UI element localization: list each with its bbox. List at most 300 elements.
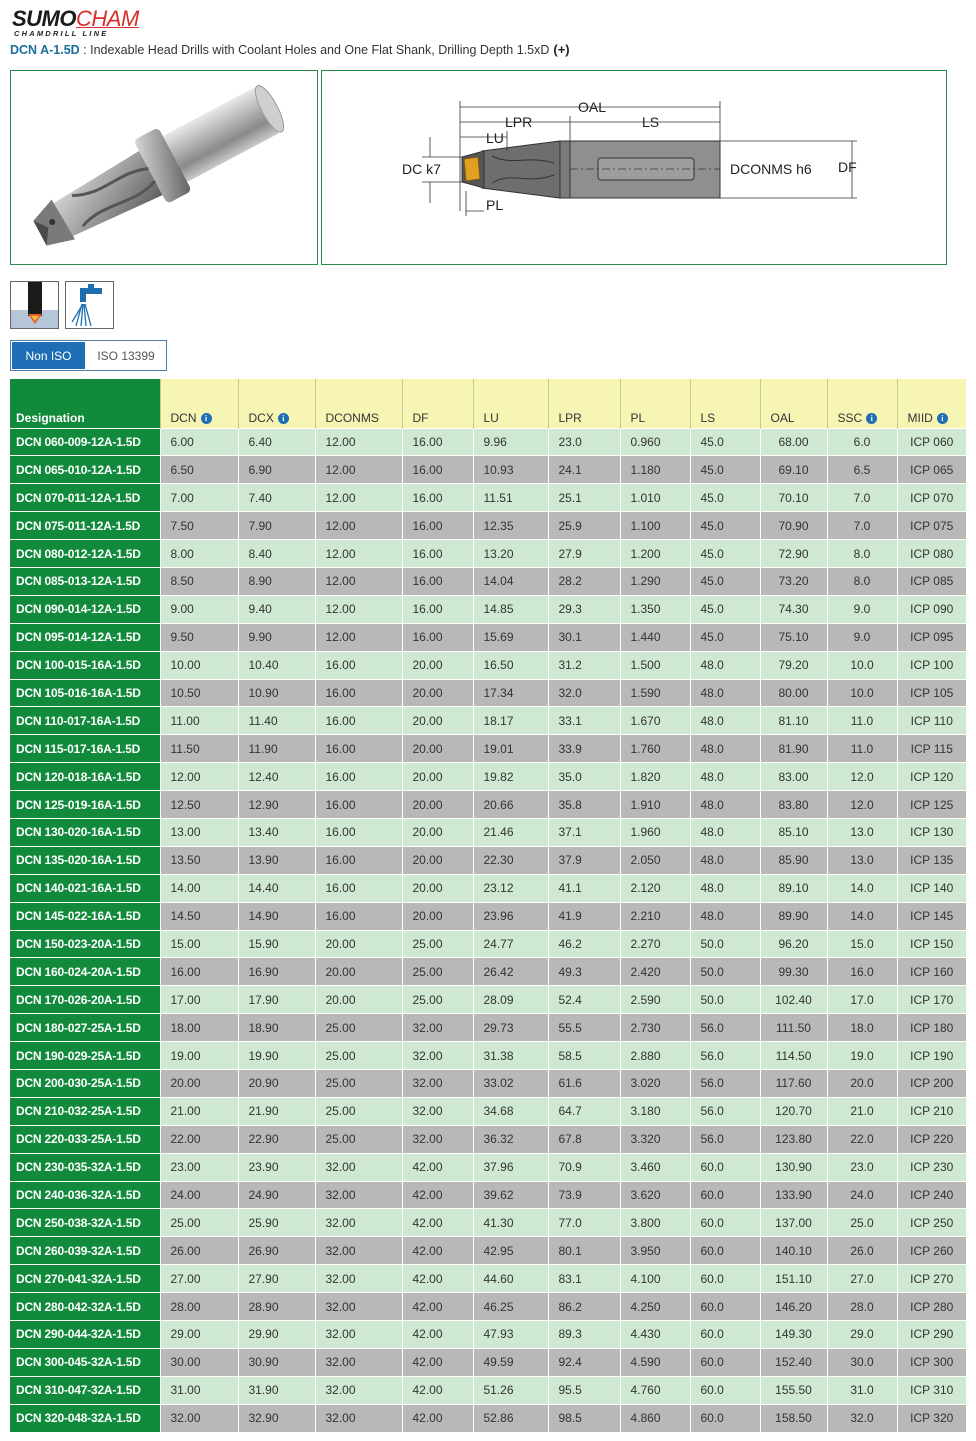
cell-lu: 21.46 (473, 818, 548, 846)
cell-ssc: 28.0 (827, 1293, 897, 1321)
table-row[interactable] (10, 456, 966, 484)
dim-lpr: LPR (505, 114, 533, 130)
cell-dconms: 16.00 (315, 707, 402, 735)
product-title (10, 42, 570, 57)
designation-cell[interactable]: DCN 160-024-20A-1.5D (10, 958, 160, 986)
cell-dconms: 32.00 (315, 1153, 402, 1181)
cell-dcn: 12.00 (160, 763, 238, 791)
cell-dcx: 7.90 (238, 512, 315, 540)
designation-cell[interactable]: DCN 125-019-16A-1.5D (10, 791, 160, 819)
cell-dconms: 25.00 (315, 1014, 402, 1042)
cell-ssc: 15.0 (827, 930, 897, 958)
column-header-ssc (827, 379, 897, 428)
designation-cell[interactable]: DCN 240-036-32A-1.5D (10, 1181, 160, 1209)
tab-iso-13399[interactable]: ISO 13399 (97, 348, 155, 363)
cell-pl: 1.960 (620, 818, 690, 846)
cell-ls: 45.0 (690, 428, 760, 456)
cell-pl: 1.820 (620, 763, 690, 791)
cell-ssc: 14.0 (827, 902, 897, 930)
cell-ls: 50.0 (690, 986, 760, 1014)
cell-pl: 3.800 (620, 1209, 690, 1237)
designation-cell[interactable]: DCN 290-044-32A-1.5D (10, 1321, 160, 1349)
cell-dcx: 16.90 (238, 958, 315, 986)
designation-cell[interactable]: DCN 150-023-20A-1.5D (10, 930, 160, 958)
cell-ls: 60.0 (690, 1376, 760, 1404)
designation-cell[interactable]: DCN 260-039-32A-1.5D (10, 1237, 160, 1265)
cell-oal: 96.20 (760, 930, 827, 958)
cell-dcx: 28.90 (238, 1293, 315, 1321)
table-row[interactable] (10, 484, 966, 512)
cell-lpr: 46.2 (548, 930, 620, 958)
cell-df: 16.00 (402, 484, 473, 512)
cell-lpr: 25.1 (548, 484, 620, 512)
cell-ls: 56.0 (690, 1097, 760, 1125)
cell-miid: ICP 280 (897, 1293, 966, 1321)
cell-dconms: 12.00 (315, 456, 402, 484)
designation-cell[interactable]: DCN 090-014-12A-1.5D (10, 595, 160, 623)
cell-dconms: 12.00 (315, 567, 402, 595)
cell-dcx: 27.90 (238, 1265, 315, 1293)
column-header-designation (10, 379, 160, 428)
cell-miid: ICP 300 (897, 1348, 966, 1376)
cell-dcx: 14.90 (238, 902, 315, 930)
cell-oal: 83.00 (760, 763, 827, 791)
cell-dconms: 16.00 (315, 874, 402, 902)
designation-cell[interactable]: DCN 075-011-12A-1.5D (10, 512, 160, 540)
cell-df: 25.00 (402, 986, 473, 1014)
cell-miid: ICP 115 (897, 735, 966, 763)
cell-dcn: 8.00 (160, 540, 238, 568)
table-row[interactable] (10, 1125, 966, 1153)
table-row[interactable] (10, 902, 966, 930)
cell-ls: 60.0 (690, 1348, 760, 1376)
column-header-label: PL (630, 410, 646, 425)
cell-lu: 26.42 (473, 958, 548, 986)
cell-lpr: 67.8 (548, 1125, 620, 1153)
cell-oal: 81.10 (760, 707, 827, 735)
cell-miid: ICP 180 (897, 1014, 966, 1042)
cell-oal: 149.30 (760, 1321, 827, 1349)
cell-ssc: 29.0 (827, 1321, 897, 1349)
cell-dcn: 16.00 (160, 958, 238, 986)
table-row[interactable] (10, 763, 966, 791)
cell-ssc: 6.5 (827, 456, 897, 484)
cell-ssc: 11.0 (827, 707, 897, 735)
cell-lu: 19.82 (473, 763, 548, 791)
cell-lu: 24.77 (473, 930, 548, 958)
cell-df: 42.00 (402, 1348, 473, 1376)
cell-lu: 19.01 (473, 735, 548, 763)
cell-ls: 56.0 (690, 1125, 760, 1153)
cell-pl: 3.620 (620, 1181, 690, 1209)
table-row[interactable] (10, 1209, 966, 1237)
table-row[interactable] (10, 958, 966, 986)
cell-oal: 102.40 (760, 986, 827, 1014)
cell-oal: 155.50 (760, 1376, 827, 1404)
designation-cell[interactable]: DCN 170-026-20A-1.5D (10, 986, 160, 1014)
cell-lpr: 32.0 (548, 679, 620, 707)
cell-pl: 2.270 (620, 930, 690, 958)
cell-dcx: 13.40 (238, 818, 315, 846)
cell-dcn: 20.00 (160, 1069, 238, 1097)
cell-ls: 48.0 (690, 874, 760, 902)
table-row[interactable] (10, 1376, 966, 1404)
cell-dcx: 10.40 (238, 651, 315, 679)
cell-lpr: 33.1 (548, 707, 620, 735)
table-row[interactable] (10, 874, 966, 902)
cell-dcx: 25.90 (238, 1209, 315, 1237)
info-icon[interactable]: i (866, 413, 877, 424)
designation-cell[interactable]: DCN 300-045-32A-1.5D (10, 1348, 160, 1376)
cell-df: 20.00 (402, 902, 473, 930)
table-row[interactable] (10, 595, 966, 623)
info-icon[interactable]: i (937, 413, 948, 424)
designation-cell[interactable]: DCN 320-048-32A-1.5D (10, 1404, 160, 1432)
cell-dcx: 9.40 (238, 595, 315, 623)
table-row[interactable] (10, 1404, 966, 1432)
cell-miid: ICP 170 (897, 986, 966, 1014)
cell-dcn: 14.00 (160, 874, 238, 902)
column-header-label: LPR (558, 410, 582, 425)
designation-cell[interactable]: DCN 210-032-25A-1.5D (10, 1097, 160, 1125)
cell-lpr: 23.0 (548, 428, 620, 456)
spec-table (10, 379, 966, 1432)
cell-oal: 68.00 (760, 428, 827, 456)
blind-hole-icon (10, 281, 59, 329)
cell-dcn: 12.50 (160, 791, 238, 819)
cell-dcn: 6.00 (160, 428, 238, 456)
cell-pl: 2.880 (620, 1042, 690, 1070)
designation-cell[interactable]: DCN 180-027-25A-1.5D (10, 1014, 160, 1042)
cell-oal: 130.90 (760, 1153, 827, 1181)
cell-dconms: 16.00 (315, 846, 402, 874)
cell-dconms: 16.00 (315, 651, 402, 679)
cell-miid: ICP 220 (897, 1125, 966, 1153)
cell-ssc: 16.0 (827, 958, 897, 986)
cell-ls: 60.0 (690, 1181, 760, 1209)
designation-cell[interactable]: DCN 100-015-16A-1.5D (10, 651, 160, 679)
designation-cell[interactable]: DCN 220-033-25A-1.5D (10, 1125, 160, 1153)
designation-cell[interactable]: DCN 095-014-12A-1.5D (10, 623, 160, 651)
table-row[interactable] (10, 428, 966, 456)
table-row[interactable] (10, 679, 966, 707)
cell-dcn: 11.00 (160, 707, 238, 735)
cell-dconms: 16.00 (315, 763, 402, 791)
cell-lpr: 83.1 (548, 1265, 620, 1293)
cell-dcn: 22.00 (160, 1125, 238, 1153)
cell-pl: 1.500 (620, 651, 690, 679)
cell-ssc: 9.0 (827, 623, 897, 651)
cell-miid: ICP 060 (897, 428, 966, 456)
brand-name (12, 8, 152, 30)
cell-dconms: 25.00 (315, 1042, 402, 1070)
cell-pl: 2.050 (620, 846, 690, 874)
column-header-label: DCX (248, 410, 274, 425)
table-row[interactable] (10, 623, 966, 651)
table-row[interactable] (10, 1069, 966, 1097)
cell-ls: 45.0 (690, 540, 760, 568)
cell-dcn: 30.00 (160, 1348, 238, 1376)
cell-miid: ICP 100 (897, 651, 966, 679)
table-row[interactable] (10, 1237, 966, 1265)
cell-oal: 151.10 (760, 1265, 827, 1293)
table-row[interactable] (10, 651, 966, 679)
cell-df: 32.00 (402, 1014, 473, 1042)
cell-dcn: 31.00 (160, 1376, 238, 1404)
cell-lpr: 70.9 (548, 1153, 620, 1181)
cell-oal: 146.20 (760, 1293, 827, 1321)
cell-pl: 3.020 (620, 1069, 690, 1097)
cell-ls: 48.0 (690, 735, 760, 763)
coolant-icon (65, 281, 114, 329)
table-row[interactable] (10, 707, 966, 735)
column-header-label: LS (700, 410, 716, 425)
designation-cell[interactable]: DCN 250-038-32A-1.5D (10, 1209, 160, 1237)
cell-dconms: 16.00 (315, 735, 402, 763)
cell-ls: 48.0 (690, 679, 760, 707)
cell-dconms: 20.00 (315, 958, 402, 986)
cell-dcx: 11.90 (238, 735, 315, 763)
cell-df: 20.00 (402, 707, 473, 735)
cell-miid: ICP 070 (897, 484, 966, 512)
designation-cell[interactable]: DCN 270-041-32A-1.5D (10, 1265, 160, 1293)
cell-lu: 14.04 (473, 567, 548, 595)
cell-lu: 37.96 (473, 1153, 548, 1181)
table-row[interactable] (10, 1321, 966, 1349)
table-row[interactable] (10, 735, 966, 763)
cell-dcx: 23.90 (238, 1153, 315, 1181)
cell-lpr: 28.2 (548, 567, 620, 595)
designation-cell[interactable]: DCN 145-022-16A-1.5D (10, 902, 160, 930)
cell-df: 16.00 (402, 540, 473, 568)
cell-dcx: 18.90 (238, 1014, 315, 1042)
cell-oal: 69.10 (760, 456, 827, 484)
cell-dcn: 27.00 (160, 1265, 238, 1293)
column-header-dcn (160, 379, 238, 428)
designation-cell[interactable]: DCN 070-011-12A-1.5D (10, 484, 160, 512)
cell-lpr: 35.0 (548, 763, 620, 791)
designation-cell[interactable]: DCN 105-016-16A-1.5D (10, 679, 160, 707)
designation-cell[interactable]: DCN 280-042-32A-1.5D (10, 1293, 160, 1321)
table-row[interactable] (10, 846, 966, 874)
cell-ssc: 27.0 (827, 1265, 897, 1293)
drill-photo-icon (11, 71, 318, 265)
cell-lu: 28.09 (473, 986, 548, 1014)
cell-lu: 16.50 (473, 651, 548, 679)
cell-ls: 48.0 (690, 846, 760, 874)
table-row[interactable] (10, 1293, 966, 1321)
cell-lu: 52.86 (473, 1404, 548, 1432)
cell-ssc: 12.0 (827, 763, 897, 791)
cell-pl: 2.590 (620, 986, 690, 1014)
cell-lu: 15.69 (473, 623, 548, 651)
cell-lpr: 31.2 (548, 651, 620, 679)
cell-lpr: 29.3 (548, 595, 620, 623)
designation-cell[interactable]: DCN 065-010-12A-1.5D (10, 456, 160, 484)
designation-cell[interactable]: DCN 135-020-16A-1.5D (10, 846, 160, 874)
cell-ls: 45.0 (690, 484, 760, 512)
product-code: DCN A-1.5D (10, 43, 80, 57)
cell-df: 16.00 (402, 623, 473, 651)
column-header-label: LU (483, 410, 499, 425)
cell-dconms: 12.00 (315, 595, 402, 623)
cell-lu: 10.93 (473, 456, 548, 484)
cell-lu: 44.60 (473, 1265, 548, 1293)
cell-lpr: 30.1 (548, 623, 620, 651)
designation-cell[interactable]: DCN 200-030-25A-1.5D (10, 1069, 160, 1097)
cell-dconms: 25.00 (315, 1125, 402, 1153)
cell-df: 16.00 (402, 456, 473, 484)
brand-name-sumo: SUMO (12, 6, 76, 31)
cell-dcn: 13.00 (160, 818, 238, 846)
cell-ssc: 11.0 (827, 735, 897, 763)
dim-lu: LU (486, 130, 504, 146)
cell-dcx: 6.40 (238, 428, 315, 456)
cell-ls: 56.0 (690, 1069, 760, 1097)
cell-dcn: 7.50 (160, 512, 238, 540)
column-header-label: DCN (170, 410, 197, 425)
cell-miid: ICP 240 (897, 1181, 966, 1209)
cell-df: 42.00 (402, 1237, 473, 1265)
cell-ssc: 10.0 (827, 679, 897, 707)
designation-cell[interactable]: DCN 120-018-16A-1.5D (10, 763, 160, 791)
cell-ls: 60.0 (690, 1404, 760, 1432)
table-row[interactable] (10, 791, 966, 819)
cell-miid: ICP 075 (897, 512, 966, 540)
cell-pl: 1.590 (620, 679, 690, 707)
cell-ls: 60.0 (690, 1237, 760, 1265)
column-header-label: MIID (907, 410, 933, 425)
column-header-label: Designation (16, 410, 85, 425)
table-row[interactable] (10, 1265, 966, 1293)
cell-df: 16.00 (402, 595, 473, 623)
designation-cell[interactable]: DCN 310-047-32A-1.5D (10, 1376, 160, 1404)
cell-ssc: 24.0 (827, 1181, 897, 1209)
designation-cell[interactable]: DCN 060-009-12A-1.5D (10, 428, 160, 456)
cell-oal: 73.20 (760, 567, 827, 595)
column-header-label: DCONMS (325, 410, 379, 425)
table-row[interactable] (10, 540, 966, 568)
cell-dconms: 32.00 (315, 1265, 402, 1293)
table-row[interactable] (10, 1348, 966, 1376)
table-row[interactable] (10, 818, 966, 846)
cell-dcn: 9.50 (160, 623, 238, 651)
cell-dcn: 9.00 (160, 595, 238, 623)
table-row[interactable] (10, 1014, 966, 1042)
cell-dcx: 13.90 (238, 846, 315, 874)
table-row[interactable] (10, 1097, 966, 1125)
cell-pl: 1.440 (620, 623, 690, 651)
cell-df: 20.00 (402, 651, 473, 679)
cell-miid: ICP 150 (897, 930, 966, 958)
cell-pl: 1.010 (620, 484, 690, 512)
cell-dcx: 8.40 (238, 540, 315, 568)
cell-pl: 1.760 (620, 735, 690, 763)
cell-pl: 1.290 (620, 567, 690, 595)
cell-pl: 1.100 (620, 512, 690, 540)
cell-dconms: 16.00 (315, 679, 402, 707)
cell-miid: ICP 135 (897, 846, 966, 874)
cell-dconms: 20.00 (315, 930, 402, 958)
cell-pl: 2.420 (620, 958, 690, 986)
cell-df: 20.00 (402, 818, 473, 846)
cell-lu: 18.17 (473, 707, 548, 735)
designation-cell[interactable]: DCN 115-017-16A-1.5D (10, 735, 160, 763)
cell-dcn: 13.50 (160, 846, 238, 874)
table-row[interactable] (10, 1181, 966, 1209)
cell-oal: 85.10 (760, 818, 827, 846)
table-row[interactable] (10, 512, 966, 540)
cell-ls: 50.0 (690, 958, 760, 986)
designation-cell[interactable]: DCN 085-013-12A-1.5D (10, 567, 160, 595)
table-row[interactable] (10, 986, 966, 1014)
designation-cell[interactable]: DCN 130-020-16A-1.5D (10, 818, 160, 846)
designation-cell[interactable]: DCN 190-029-25A-1.5D (10, 1042, 160, 1070)
technical-drawing (321, 70, 947, 265)
cell-oal: 70.90 (760, 512, 827, 540)
cell-ssc: 25.0 (827, 1209, 897, 1237)
cell-dcx: 24.90 (238, 1181, 315, 1209)
cell-ssc: 9.0 (827, 595, 897, 623)
expand-toggle[interactable]: (+) (553, 42, 570, 57)
cell-dcn: 19.00 (160, 1042, 238, 1070)
cell-ssc: 22.0 (827, 1125, 897, 1153)
cell-dcn: 14.50 (160, 902, 238, 930)
designation-cell[interactable]: DCN 140-021-16A-1.5D (10, 874, 160, 902)
cell-df: 32.00 (402, 1097, 473, 1125)
designation-cell[interactable]: DCN 230-035-32A-1.5D (10, 1153, 160, 1181)
cell-lu: 51.26 (473, 1376, 548, 1404)
table-row[interactable] (10, 1153, 966, 1181)
cell-lu: 29.73 (473, 1014, 548, 1042)
cell-miid: ICP 260 (897, 1237, 966, 1265)
cell-df: 32.00 (402, 1125, 473, 1153)
cell-df: 42.00 (402, 1265, 473, 1293)
info-icon[interactable]: i (201, 413, 212, 424)
cell-dcx: 29.90 (238, 1321, 315, 1349)
cell-ssc: 10.0 (827, 651, 897, 679)
table-row[interactable] (10, 1042, 966, 1070)
cell-dcx: 21.90 (238, 1097, 315, 1125)
cell-df: 20.00 (402, 874, 473, 902)
designation-cell[interactable]: DCN 110-017-16A-1.5D (10, 707, 160, 735)
cell-dcx: 12.40 (238, 763, 315, 791)
cell-lpr: 52.4 (548, 986, 620, 1014)
cell-ls: 45.0 (690, 512, 760, 540)
table-row[interactable] (10, 567, 966, 595)
cell-dcn: 15.00 (160, 930, 238, 958)
cell-pl: 3.950 (620, 1237, 690, 1265)
cell-miid: ICP 095 (897, 623, 966, 651)
cell-dcx: 19.90 (238, 1042, 315, 1070)
tab-non-iso[interactable]: Non ISO (11, 341, 86, 370)
designation-cell[interactable]: DCN 080-012-12A-1.5D (10, 540, 160, 568)
dim-df: DF (838, 159, 857, 175)
cell-df: 32.00 (402, 1042, 473, 1070)
cell-miid: ICP 090 (897, 595, 966, 623)
cell-oal: 70.10 (760, 484, 827, 512)
column-header-lpr (548, 379, 620, 428)
cell-ls: 45.0 (690, 623, 760, 651)
cell-dcx: 31.90 (238, 1376, 315, 1404)
table-row[interactable] (10, 930, 966, 958)
cell-pl: 2.730 (620, 1014, 690, 1042)
cell-dcx: 12.90 (238, 791, 315, 819)
cell-lu: 49.59 (473, 1348, 548, 1376)
cell-oal: 140.10 (760, 1237, 827, 1265)
info-icon[interactable]: i (278, 413, 289, 424)
cell-lpr: 27.9 (548, 540, 620, 568)
